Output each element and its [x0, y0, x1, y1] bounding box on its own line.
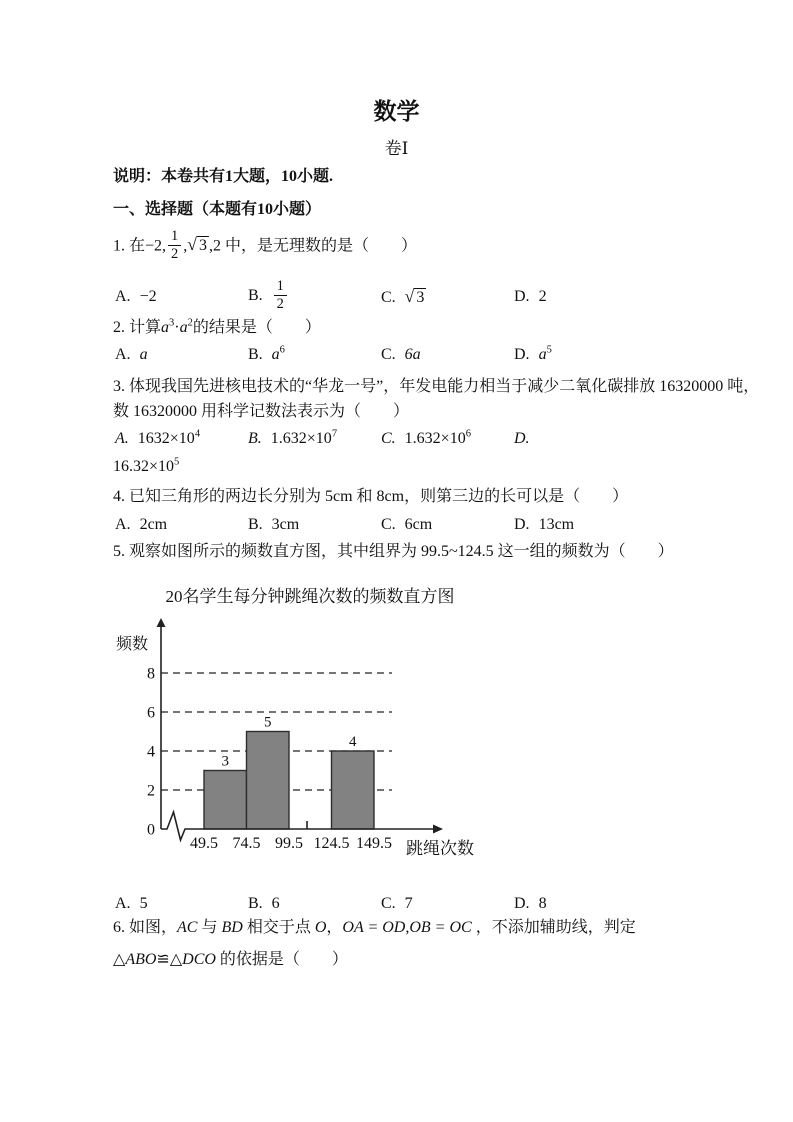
- option-value: 6: [271, 895, 280, 912]
- sqrt-expression: [187, 234, 209, 255]
- option-letter: C.: [381, 288, 396, 306]
- question-5-options: [115, 894, 735, 914]
- q2-text: 2. 计算: [113, 319, 162, 336]
- question-6-stem-line2: [113, 950, 348, 970]
- x-tick-label-124.5: 124.5: [313, 835, 350, 852]
- y-tick-label-8: 8: [147, 665, 155, 683]
- question-2-option-c: [381, 345, 514, 365]
- y-tick-label-2: 2: [147, 782, 155, 800]
- question-2-option-b: [248, 345, 381, 365]
- option-value: 1.632×10: [270, 430, 332, 447]
- question-1-option-c: [381, 286, 514, 308]
- option-letter: D.: [514, 287, 530, 305]
- sqrt-expression: [404, 285, 427, 306]
- triangle-symbol: △: [113, 951, 126, 968]
- exponent: 5: [546, 344, 552, 356]
- histogram-svg: [105, 575, 455, 865]
- x-axis-arrow: [433, 825, 443, 834]
- math-var: a: [161, 319, 170, 336]
- x-tick-label-74.5: 74.5: [232, 835, 261, 852]
- question-3-stem-line1: 3. 体现我国先进核电技术的“华龙一号”，年发电能力相当于减少二氧化碳排放 16320000 吨，: [113, 378, 760, 395]
- option-letter: B.: [248, 346, 263, 363]
- q1-neg2: −2,: [145, 237, 167, 255]
- chart-x-axis-label: 跳绳次数: [406, 839, 474, 858]
- question-4-stem: 4. 已知三角形的两边长分别为 5cm 和 8cm，则第三边的长可以是（ ）: [113, 488, 629, 505]
- option-letter: A.: [115, 287, 131, 305]
- x-tick-label-149.5: 149.5: [356, 835, 392, 852]
- math-expression: OA = OD,OB = OC: [342, 919, 472, 936]
- option-value: 3cm: [271, 516, 300, 533]
- math-var: O: [314, 919, 327, 936]
- exam-title: 数学: [373, 99, 420, 124]
- option-letter: B.: [248, 430, 262, 447]
- question-5-option-d: [514, 894, 735, 914]
- q6-text: 相交于点: [242, 919, 315, 936]
- question-4-option-a: [115, 515, 248, 535]
- chart-y-axis-label: 频数: [116, 636, 149, 653]
- question-2-option-a: [115, 345, 248, 365]
- section-heading: 一、选择题（本题有10小题）: [113, 201, 322, 218]
- question-5-option-b: [248, 894, 381, 914]
- option-value: −2: [139, 287, 157, 305]
- option-letter: B.: [248, 895, 263, 912]
- option-value: 5: [139, 895, 148, 912]
- question-3-stem-line2: 数 16320000 用科学记数法表示为（ ）: [113, 403, 410, 420]
- question-2-stem: [113, 318, 321, 338]
- question-5-option-c: [381, 894, 514, 914]
- option-letter: A.: [115, 895, 131, 912]
- exponent: 6: [465, 428, 471, 440]
- congruent-symbol: ≌△: [156, 951, 183, 968]
- exponent: 3: [169, 317, 175, 329]
- exponent: 5: [174, 456, 180, 468]
- question-3-options: [115, 429, 735, 449]
- question-3-option-d: [514, 429, 735, 449]
- question-4-option-b: [248, 515, 381, 535]
- radical-sign: √: [404, 285, 415, 306]
- math-var: DCO: [182, 951, 216, 968]
- middle-dot: ·: [174, 319, 180, 336]
- option-value: 2cm: [139, 516, 168, 533]
- x-tick-label-49.5: 49.5: [190, 835, 218, 852]
- radical-sign: √: [187, 234, 197, 255]
- question-4-options: [115, 515, 735, 535]
- bar-49.5~74.5: [204, 771, 247, 830]
- bar-value-label: 5: [264, 714, 272, 731]
- q6-text: ，: [326, 919, 343, 936]
- q1-comma: ,: [183, 237, 188, 255]
- bar-124.5~149.5: [332, 751, 375, 829]
- option-letter: C.: [381, 895, 396, 912]
- question-2-option-d: [514, 345, 735, 365]
- fraction-denominator: 2: [276, 296, 284, 313]
- question-3-option-b: [248, 429, 381, 449]
- option-value: 6cm: [404, 516, 433, 533]
- option-letter: D.: [514, 516, 530, 533]
- radicand: 3: [198, 237, 207, 255]
- q6-text: 与: [197, 919, 222, 936]
- y-tick-label-0: 0: [147, 821, 155, 839]
- math-var: BD: [221, 919, 243, 936]
- option-value: a: [538, 346, 547, 363]
- x-tick-label-99.5: 99.5: [275, 835, 303, 852]
- q2-text-tail: 的结果是（ ）: [192, 319, 321, 336]
- math-var: ABO: [125, 951, 157, 968]
- question-3-option-d-value: [113, 457, 179, 477]
- question-1-option-b: [248, 280, 381, 313]
- bar-74.5~99.5: [247, 732, 290, 830]
- y-tick-label-4: 4: [147, 743, 155, 761]
- question-4-option-d: [514, 515, 735, 535]
- math-var: a: [179, 319, 188, 336]
- option-value: 1632×10: [137, 430, 195, 447]
- fraction: [168, 229, 181, 262]
- option-letter: A.: [115, 346, 131, 363]
- option-value: 16.32×10: [113, 458, 175, 475]
- question-3-option-a: [115, 429, 248, 449]
- q6-text: 的依据是（ ）: [215, 951, 348, 968]
- q6-text: 6. 如图，: [113, 919, 178, 936]
- volume-label: 卷Ⅰ: [384, 139, 409, 158]
- fraction-numerator: 1: [168, 229, 181, 246]
- option-value: a: [271, 346, 280, 363]
- q1-text: 1. 在: [113, 237, 146, 255]
- bar-value-label: 4: [349, 734, 357, 750]
- option-value: 7: [404, 895, 413, 912]
- option-letter: C.: [381, 516, 396, 533]
- option-letter: A.: [115, 516, 131, 533]
- question-1-options: [115, 280, 735, 313]
- y-tick-label-6: 6: [147, 704, 155, 722]
- chart-title: 20名学生每分钟跳绳次数的频数直方图: [165, 587, 455, 606]
- question-5-option-a: [115, 894, 248, 914]
- bar-value-label: 3: [221, 753, 229, 770]
- option-letter: D.: [514, 430, 530, 447]
- fraction: [274, 279, 287, 312]
- question-1-option-a: [115, 287, 248, 307]
- question-5-stem: 5. 观察如图所示的频数直方图，其中组界为 99.5~124.5 这一组的频数为（ ）: [113, 543, 674, 560]
- option-letter: B.: [248, 516, 263, 533]
- option-letter: D.: [514, 895, 530, 912]
- option-letter: C.: [381, 430, 396, 447]
- question-3-option-c: [381, 429, 514, 449]
- option-value: a: [139, 346, 148, 363]
- question-6-stem-line1: [113, 918, 636, 938]
- question-1-stem: [113, 230, 417, 263]
- fraction-numerator: 1: [274, 279, 287, 296]
- q6-text: ，不添加辅助线，判定: [471, 919, 636, 936]
- exam-note: 说明：本卷共有1大题，10小题.: [113, 168, 334, 185]
- y-axis-arrow: [157, 618, 166, 627]
- exponent: 7: [331, 428, 338, 440]
- option-value: 8: [538, 895, 547, 912]
- question-4-option-c: [381, 515, 514, 535]
- exponent: 4: [194, 428, 201, 440]
- math-var: AC: [177, 919, 198, 936]
- option-letter: A.: [115, 430, 129, 447]
- option-letter: C.: [381, 346, 396, 363]
- exponent: 6: [279, 344, 285, 356]
- fraction-denominator: 2: [171, 246, 179, 263]
- question-2-options: [115, 345, 735, 365]
- option-letter: B.: [248, 287, 263, 305]
- option-value: 6a: [404, 346, 421, 363]
- radicand: 3: [416, 288, 425, 306]
- question-1-option-d: [514, 287, 735, 307]
- option-value: 2: [538, 287, 547, 305]
- option-value: 13cm: [538, 516, 575, 533]
- q1-text-tail: ,2 中，是无理数的是（ ）: [208, 237, 417, 255]
- option-letter: D.: [514, 346, 530, 363]
- option-value: 1.632×10: [404, 430, 466, 447]
- exponent: 2: [187, 317, 193, 329]
